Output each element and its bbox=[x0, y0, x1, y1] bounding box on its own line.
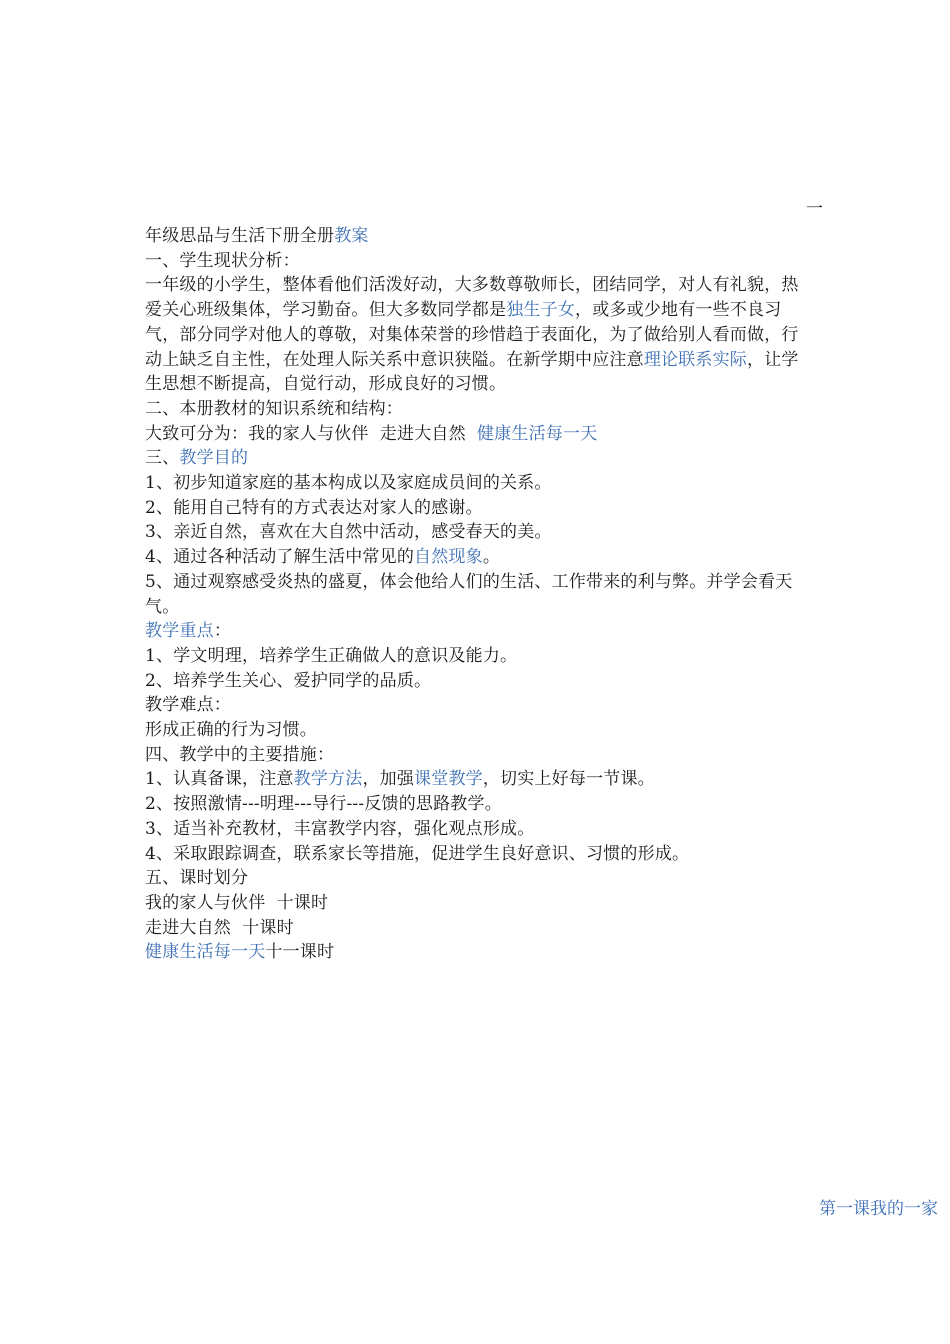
section-heading-5: 五、课时划分 bbox=[145, 868, 249, 889]
goal-item-5: 5、通过观察感受炎热的盛夏，体会他给人们的生活、工作带来的利与弊。并学会看天气。 bbox=[145, 571, 793, 617]
schedule-line-2: 走进大自然 十课时 bbox=[145, 917, 294, 938]
link-only-child[interactable]: 独生子女 bbox=[506, 300, 576, 321]
section-heading-4: 四、教学中的主要措施： bbox=[145, 744, 335, 765]
structure-line bbox=[145, 422, 810, 447]
link-healthy-life-schedule[interactable]: 健康生活每一天 bbox=[145, 942, 266, 963]
paragraph-text: ，让学生思想不断提高，自觉行动，形成良好的习惯。 bbox=[145, 349, 799, 395]
measure-item-3: 3、适当补充教材，丰富教学内容，强化观点形成。 bbox=[145, 818, 535, 839]
schedule-line-1: 我的家人与伙伴 十课时 bbox=[145, 892, 329, 913]
goal-item-3: 3、亲近自然，喜欢在大自然中活动，感受春天的美。 bbox=[145, 522, 552, 543]
paragraph-text: 一年级的小学生，整体看他们活泼好动，大多数尊敬师长，团结同学，对人有礼貌，热爱关心班级集体，学习勤奋。但大多数同学都是 bbox=[145, 275, 799, 321]
focus-item-1: 1、学文明理，培养学生正确做人的意识及能力。 bbox=[145, 645, 518, 666]
measure-text: 1、认真备课，注意 bbox=[145, 769, 294, 790]
measure-item-4: 4、采取跟踪调查，联系家长等措施，促进学生良好意识、习惯的形成。 bbox=[145, 843, 690, 864]
paragraph-text: ，或多或少地有一些不良习气，部分同学对他人的尊敬，对集体荣誉的珍惜趋于表面化，为了做给别人看而做，行动上缺乏自主性，在处理人际关系中意识狭隘。在新学期中应注意 bbox=[145, 300, 799, 370]
section-heading-2: 二、本册教材的知识系统和结构： bbox=[145, 398, 403, 419]
difficulty-line: 形成正确的行为习惯。 bbox=[145, 720, 317, 741]
section-heading-3 bbox=[145, 446, 810, 471]
goal-item-4 bbox=[145, 545, 810, 570]
schedule-text: 十一课时 bbox=[265, 942, 335, 963]
link-teaching-method[interactable]: 教学方法 bbox=[293, 769, 363, 790]
link-lesson-plan[interactable]: 教案 bbox=[334, 226, 369, 246]
goal-item-1: 1、初步知道家庭的基本构成以及家庭成员间的关系。 bbox=[145, 473, 552, 494]
schedule-line-3 bbox=[145, 940, 810, 965]
link-teaching-goal[interactable]: 教学目的 bbox=[179, 448, 249, 469]
structure-text: 大致可分为：我的家人与伙伴 走进大自然 bbox=[145, 423, 478, 444]
paragraph-student-analysis bbox=[145, 273, 810, 397]
document-title bbox=[145, 224, 810, 249]
measure-text: ，切实上好每一节课。 bbox=[482, 769, 655, 790]
document-body bbox=[145, 224, 810, 965]
measure-text: ，加强 bbox=[362, 769, 415, 790]
focus-heading bbox=[145, 619, 810, 644]
link-healthy-life[interactable]: 健康生活每一天 bbox=[477, 423, 598, 444]
title-text: 年级思品与生活下册全册 bbox=[145, 226, 335, 246]
link-lesson-one[interactable]: 第一课我的一家 bbox=[819, 1199, 938, 1219]
heading-prefix: 三、 bbox=[145, 448, 180, 469]
goal-item-2: 2、能用自己特有的方式表达对家人的感谢。 bbox=[145, 497, 483, 518]
section-heading-1: 一、学生现状分析： bbox=[145, 250, 300, 271]
link-teaching-focus[interactable]: 教学重点 bbox=[145, 621, 214, 642]
title-fragment: 一 bbox=[806, 199, 823, 219]
measure-item-2: 2、按照激情---明理---导行---反馈的思路教学。 bbox=[145, 794, 502, 815]
link-natural-phenomena[interactable]: 自然现象 bbox=[414, 547, 483, 568]
goal-text: 4、通过各种活动了解生活中常见的 bbox=[145, 547, 415, 568]
focus-item-2: 2、培养学生关心、爱护同学的品质。 bbox=[145, 670, 432, 691]
difficulty-heading: 教学难点： bbox=[145, 695, 231, 716]
link-theory-practice[interactable]: 理论联系实际 bbox=[643, 349, 748, 370]
goal-text: 。 bbox=[482, 547, 501, 568]
heading-suffix: ： bbox=[213, 621, 232, 642]
link-classroom-teaching[interactable]: 课堂教学 bbox=[414, 769, 483, 790]
measure-item-1 bbox=[145, 767, 810, 792]
